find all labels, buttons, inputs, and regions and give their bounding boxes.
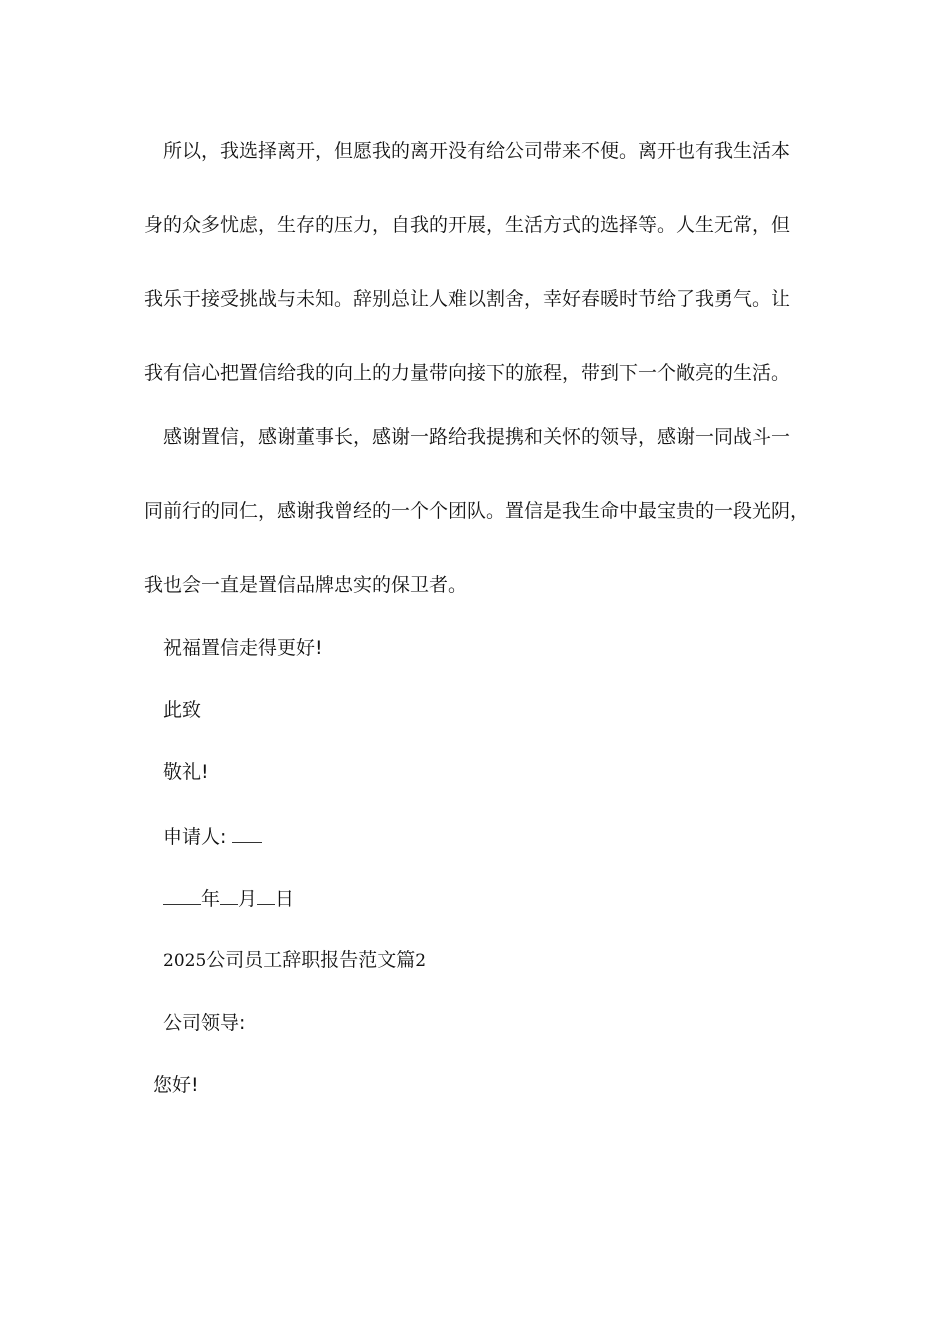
closing-jing-li: 敬礼! xyxy=(163,761,209,783)
date-line xyxy=(163,886,294,911)
closing-wish: 祝福置信走得更好! xyxy=(163,637,323,659)
paragraph-1-line-2: 身的众多忧虑，生存的压力，自我的开展，生活方式的选择等。人生无常，但 xyxy=(144,214,791,236)
applicant-label: 申请人: xyxy=(163,826,227,848)
closing-ci-zhi: 此致 xyxy=(163,699,202,721)
date-month-label: 月 xyxy=(238,888,258,910)
paragraph-2-line-2: 同前行的同仁，感谢我曾经的一个个团队。置信是我生命中最宝贵的一段光阴， xyxy=(144,500,810,522)
applicant-blank xyxy=(232,824,262,843)
section-title-number: 2025 xyxy=(163,951,207,971)
month-blank xyxy=(220,886,238,905)
date-day-label: 日 xyxy=(275,888,295,910)
paragraph-1-line-4: 我有信心把置信给我的向上的力量带向接下的旅程，带到下一个敞亮的生活。 xyxy=(144,362,791,384)
paragraph-2-line-1: 感谢置信，感谢董事长，感谢一路给我提携和关怀的领导，感谢一同战斗一 xyxy=(163,426,791,448)
paragraph-2-line-3: 我也会一直是置信品牌忠实的保卫者。 xyxy=(144,574,468,596)
year-blank xyxy=(163,886,201,905)
paragraph-1-line-3: 我乐于接受挑战与未知。辞别总让人难以割舍，幸好春暖时节给了我勇气。让 xyxy=(144,288,791,310)
applicant-line xyxy=(163,824,262,849)
section-title-index: 2 xyxy=(415,951,427,971)
day-blank xyxy=(257,886,275,905)
salutation: 公司领导: xyxy=(163,1012,246,1034)
paragraph-1-line-1: 所以，我选择离开，但愿我的离开没有给公司带来不便。离开也有我生活本 xyxy=(163,140,791,162)
section-title xyxy=(163,948,426,973)
greeting: 您好! xyxy=(153,1074,199,1096)
section-title-text: 公司员工辞职报告范文篇 xyxy=(206,949,416,971)
date-year-label: 年 xyxy=(201,888,221,910)
